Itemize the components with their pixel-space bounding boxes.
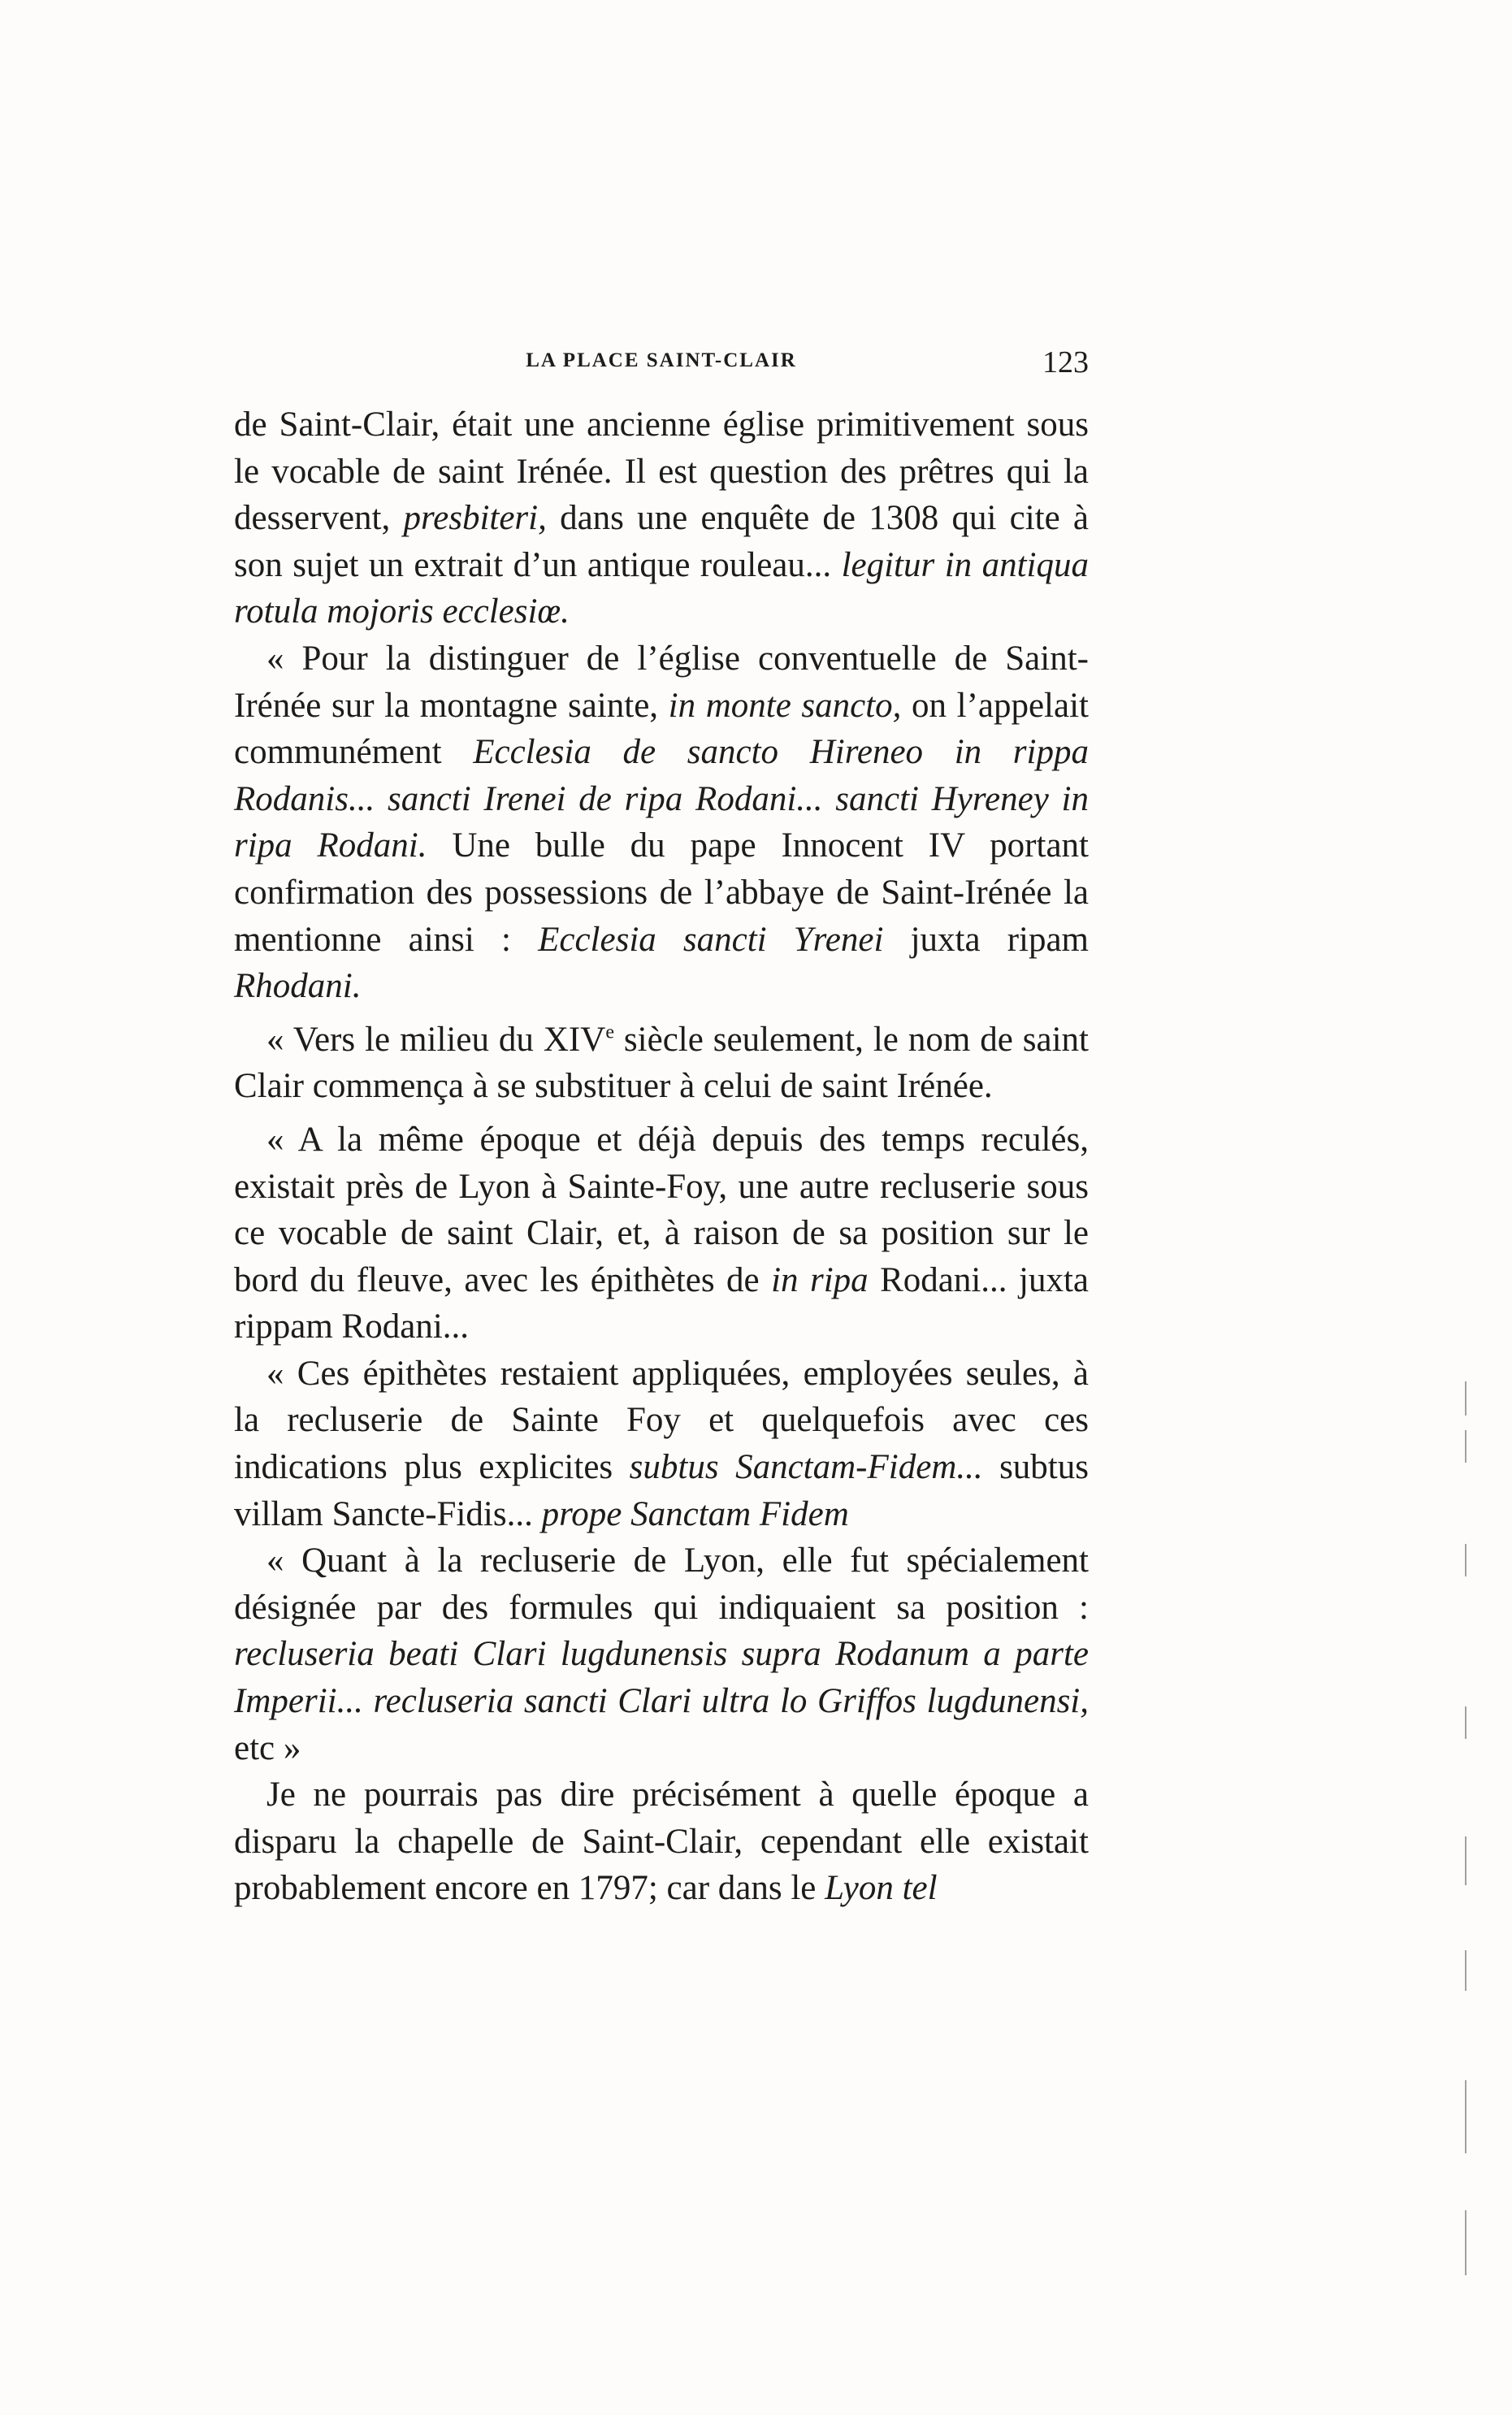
scan-mark bbox=[1465, 1544, 1467, 1576]
italic-text: in monte sancto, bbox=[668, 686, 902, 725]
text-run: Je ne pourrais pas dire précisément à quelle époque a disparu la chapelle de Saint-Clair, cependant elle existait probablement encore en 1797; car dans le bbox=[234, 1775, 1089, 1908]
italic-text: Ecclesia de sancto Hireneo in rippa Rodanis... sancti Irenei de ripa Rodani... sancti Hyreney in ripa Rodani. bbox=[234, 733, 1089, 865]
scan-mark bbox=[1465, 2080, 1467, 2153]
running-head bbox=[234, 345, 1089, 398]
paragraph bbox=[234, 1017, 1089, 1110]
text-run: Une bulle du pape Innocent IV portant confirmation des possessions de l’abbaye de Saint-Irénée la mentionne ainsi : bbox=[234, 826, 1089, 959]
scan-mark bbox=[1465, 1381, 1467, 1416]
text-run: « Vers le milieu du XIV bbox=[266, 1020, 606, 1059]
text-run: dans une enquête de 1308 qui cite à son sujet un extrait d’un antique rouleau... bbox=[234, 499, 1089, 584]
text-run: on l’appelait communément bbox=[234, 686, 1089, 772]
body-text bbox=[234, 401, 1089, 1912]
scan-mark bbox=[1465, 1836, 1467, 1885]
paragraph bbox=[234, 1771, 1089, 1912]
text-run: siècle seulement, le nom de saint Clair commença à se substituer à celui de saint Irénée. bbox=[234, 1020, 1089, 1106]
superscript: e bbox=[605, 1021, 614, 1043]
scan-mark bbox=[1465, 1430, 1467, 1463]
paragraph bbox=[234, 1351, 1089, 1537]
running-title: LA PLACE SAINT-CLAIR bbox=[526, 349, 797, 371]
italic-text: recluseria beati Clari lugdunensis supra Rodanum a parte Imperii... recluseria sancti Clari ultra lo Griffos lugdunensi, bbox=[234, 1635, 1089, 1721]
text-run: etc » bbox=[234, 1728, 301, 1767]
italic-text: subtus Sanctam-Fidem... bbox=[629, 1448, 983, 1487]
italic-text: in ripa bbox=[771, 1260, 869, 1299]
paragraph bbox=[234, 635, 1089, 1010]
text-run: « A la même époque et déjà depuis des temps reculés, existait près de Lyon à Sainte-Foy, une autre recluserie sous ce vocable de saint Clair, et, à raison de sa position sur le bord du fleuve, avec les épithètes de bbox=[234, 1120, 1089, 1299]
text-run: juxta ripam bbox=[883, 920, 1090, 959]
book-page bbox=[234, 345, 1090, 1912]
text-run: « Ces épithètes restaient appliquées, employées seules, à la recluserie de Sainte Foy et quelquefois avec ces indications plus explicites bbox=[234, 1354, 1089, 1487]
italic-text: legitur in antiqua rotula mojoris ecclesiœ. bbox=[234, 545, 1089, 631]
text-run: « Pour la distinguer de l’église conventuelle de Saint-Irénée sur la montagne sainte, bbox=[234, 639, 1089, 725]
paragraph bbox=[234, 401, 1089, 635]
text-run: Rodani... juxta rippam Rodani... bbox=[234, 1260, 1089, 1346]
italic-text: Rhodani. bbox=[234, 967, 362, 1006]
italic-text: Ecclesia sancti Yrenei bbox=[538, 920, 884, 959]
italic-text: presbiteri, bbox=[403, 499, 547, 538]
scan-mark bbox=[1465, 1950, 1467, 1991]
scan-mark bbox=[1465, 1706, 1467, 1739]
text-run: « Quant à la recluserie de Lyon, elle fut spécialement désignée par des formules qui indiquaient sa position : bbox=[234, 1541, 1089, 1627]
scan-mark bbox=[1465, 2210, 1467, 2275]
page-number: 123 bbox=[1042, 345, 1089, 379]
paragraph bbox=[234, 1116, 1089, 1351]
italic-text: Lyon tel bbox=[825, 1869, 938, 1908]
text-run: de Saint-Clair, était une ancienne église primitivement sous le vocable de saint Irénée. Il est question des prêtres qui la desservent, bbox=[234, 405, 1089, 538]
text-run: subtus villam Sancte-Fidis... bbox=[234, 1448, 1089, 1533]
paragraph bbox=[234, 1537, 1089, 1771]
italic-text: prope Sanctam Fidem bbox=[541, 1494, 849, 1533]
